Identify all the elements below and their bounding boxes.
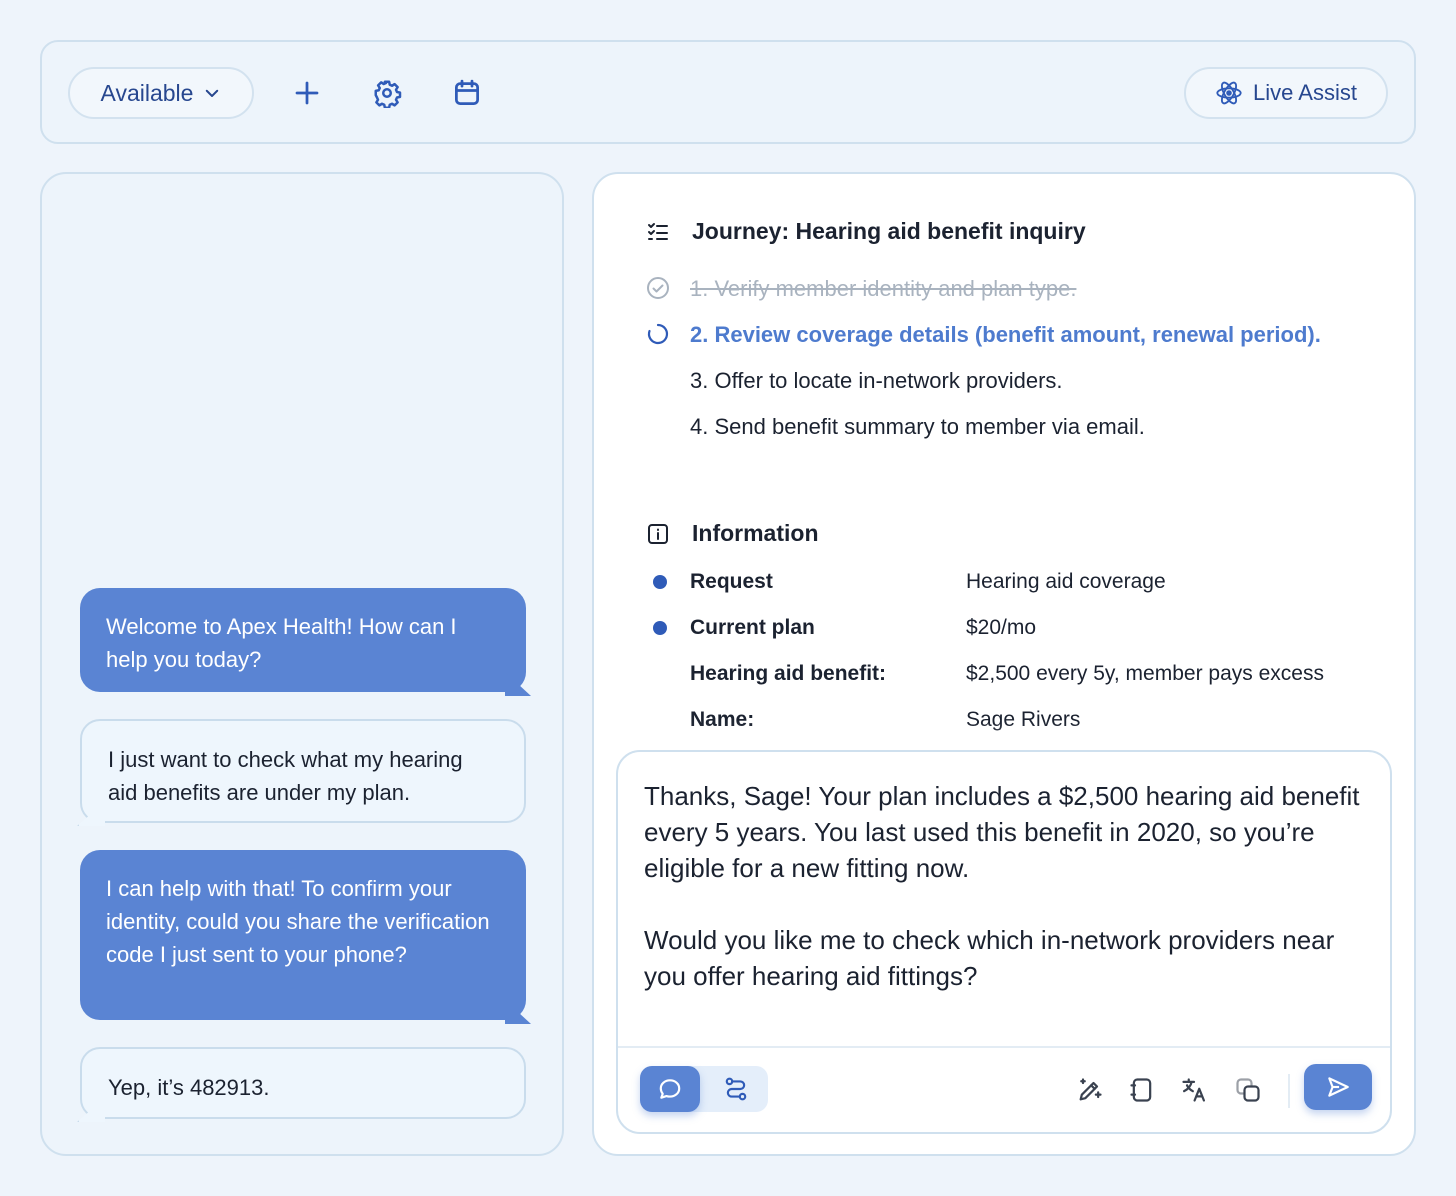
info-label: Name: — [690, 708, 755, 731]
calendar-icon — [452, 78, 482, 108]
assist-panel — [592, 172, 1416, 1156]
reply-composer — [616, 750, 1392, 1134]
info-value: Hearing aid coverage — [966, 570, 1166, 593]
chat-message-member: I just want to check what my hearing aid benefits are under my plan. — [80, 719, 526, 823]
notebook-icon — [1128, 1076, 1156, 1104]
live-assist-label: Live Assist — [1253, 80, 1357, 105]
information-header — [646, 520, 819, 547]
availability-label: Available — [100, 79, 194, 106]
info-label: Request — [690, 570, 773, 593]
atom-icon — [1215, 79, 1243, 107]
mode-toggle — [640, 1066, 768, 1112]
info-value: $2,500 every 5y, member pays excess — [966, 662, 1324, 685]
toolbar-divider — [1288, 1074, 1290, 1108]
reply-draft-paragraph: Would you like me to check which in-network providers near you offer hearing aid fittings? — [644, 925, 1335, 991]
check-circle-icon — [646, 276, 670, 300]
reply-draft-textarea[interactable] — [644, 778, 1364, 994]
journey-step[interactable]: 1. Verify member identity and plan type. — [690, 276, 1077, 301]
add-button[interactable] — [292, 78, 322, 108]
checklist-icon — [646, 220, 670, 244]
journey-step[interactable]: 2. Review coverage details (benefit amount, renewal period). — [690, 322, 1321, 347]
translate-button[interactable] — [1180, 1076, 1208, 1104]
step-done-icon — [646, 276, 670, 300]
journey-header — [646, 218, 1086, 245]
chat-bubble-icon — [657, 1076, 683, 1102]
top-toolbar — [40, 40, 1416, 144]
route-icon — [723, 1076, 749, 1102]
chevron-down-icon — [203, 84, 221, 102]
info-value: Sage Rivers — [966, 708, 1081, 731]
copy-button[interactable] — [1234, 1076, 1262, 1104]
journey-step[interactable]: 3. Offer to locate in-network providers. — [690, 368, 1063, 393]
highlight-dot — [653, 575, 667, 589]
info-icon — [646, 522, 670, 546]
copy-icon — [1234, 1076, 1262, 1104]
reply-draft-paragraph: Thanks, Sage! Your plan includes a $2,500 hearing aid benefit every 5 years. You last used this benefit in 2020, so you’re eligible for a new fitting now. — [644, 781, 1360, 883]
information-title: Information — [692, 520, 819, 546]
rewrite-button[interactable] — [1076, 1076, 1104, 1104]
info-label: Hearing aid benefit: — [690, 662, 887, 685]
live-assist-button[interactable] — [1184, 67, 1388, 119]
journey-step[interactable]: 4. Send benefit summary to member via email. — [690, 414, 1145, 439]
magic-pen-icon — [1076, 1076, 1104, 1104]
route-mode-button[interactable] — [706, 1066, 766, 1112]
chat-panel — [40, 172, 564, 1156]
gear-icon — [372, 78, 402, 108]
settings-button[interactable] — [372, 78, 402, 108]
step-active-icon — [646, 322, 670, 346]
translate-icon — [1180, 1076, 1208, 1104]
composer-toolbar — [618, 1046, 1390, 1132]
availability-dropdown[interactable] — [68, 67, 254, 119]
info-value: $20/mo — [966, 616, 1037, 639]
info-label: Current plan — [690, 616, 815, 639]
send-icon — [1325, 1074, 1351, 1100]
send-button[interactable] — [1304, 1064, 1372, 1110]
plus-icon — [292, 78, 322, 108]
chat-message-agent: I can help with that! To confirm your identity, could you share the verification code I just sent to your phone? — [80, 850, 526, 1020]
journey-title: Journey: Hearing aid benefit inquiry — [692, 218, 1086, 244]
highlight-dot — [653, 621, 667, 635]
spinner-icon — [646, 322, 670, 346]
chat-message-member: Yep, it’s 482913. — [80, 1047, 526, 1119]
calendar-button[interactable] — [452, 78, 482, 108]
knowledge-button[interactable] — [1128, 1076, 1156, 1104]
chat-mode-button[interactable] — [640, 1066, 700, 1112]
chat-message-agent: Welcome to Apex Health! How can I help you today? — [80, 588, 526, 692]
